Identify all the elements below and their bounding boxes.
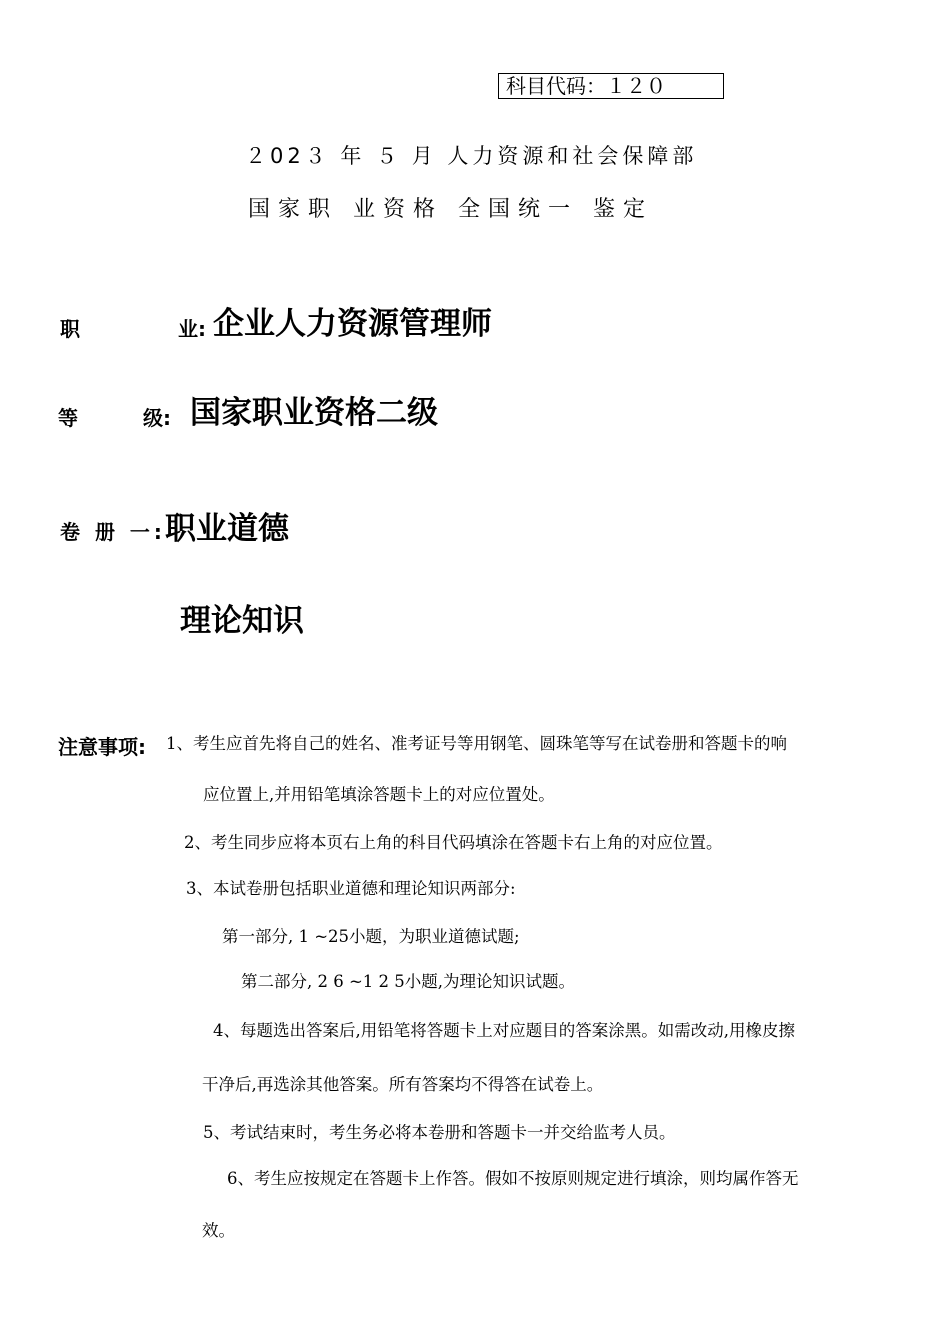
occupation-value: 企业人力资源管理师	[213, 306, 492, 342]
note-item-3-part1: 第一部分, 1 ~25小题，为职业道德试题;	[222, 927, 520, 946]
exam-name-line: 国家职 业资格 全国统一 鉴定	[248, 197, 653, 222]
note-item-4-line2: 干净后,再选涂其他答案。所有答案均不得答在试卷上。	[202, 1075, 604, 1094]
note-item-2: 2、考生同步应将本页右上角的科目代码填涂在答题卡右上角的对应位置。	[184, 833, 723, 852]
subject-code-box: 科目代码：１２０	[498, 73, 724, 99]
occupation-label-part1: 职	[60, 317, 80, 341]
note-item-4-line1: 4、每题选出答案后,用铅笔将答题卡上对应题目的答案涂黑。如需改动,用橡皮擦	[213, 1021, 795, 1040]
volume-value-line2: 理论知识	[180, 603, 304, 639]
volume-value-line1: 职业道德	[165, 511, 289, 547]
level-label-part1: 等	[58, 406, 78, 430]
note-item-6-line2: 效。	[202, 1221, 235, 1240]
note-item-6-line1: 6、考生应按规定在答题卡上作答。假如不按原则规定进行填涂，则均属作答无	[227, 1169, 799, 1188]
note-item-5: 5、考试结束时，考生务必将本卷册和答题卡一并交给监考人员。	[203, 1123, 676, 1142]
level-value: 国家职业资格二级	[190, 395, 438, 431]
note-item-1-line2: 应位置上,并用铅笔填涂答题卡上的对应位置处。	[203, 785, 555, 804]
note-item-3: 3、本试卷册包括职业道德和理论知识两部分:	[186, 879, 516, 898]
notes-title: 注意事项:	[58, 735, 146, 759]
volume-label: 卷 册 一:	[60, 520, 166, 544]
note-item-3-part2: 第二部分, 2 6 ~1 2 5小题,为理论知识试题。	[241, 972, 576, 991]
occupation-label-part2: 业:	[178, 317, 206, 341]
level-label-part2: 级:	[143, 406, 171, 430]
date-ministry-line: ２02３ 年 ５ 月 人力资源和社会保障部	[245, 144, 698, 168]
note-item-1-line1: 1、考生应首先将自己的姓名、准考证号等用钢笔、圆珠笔等写在试卷册和答题卡的响	[166, 734, 787, 753]
